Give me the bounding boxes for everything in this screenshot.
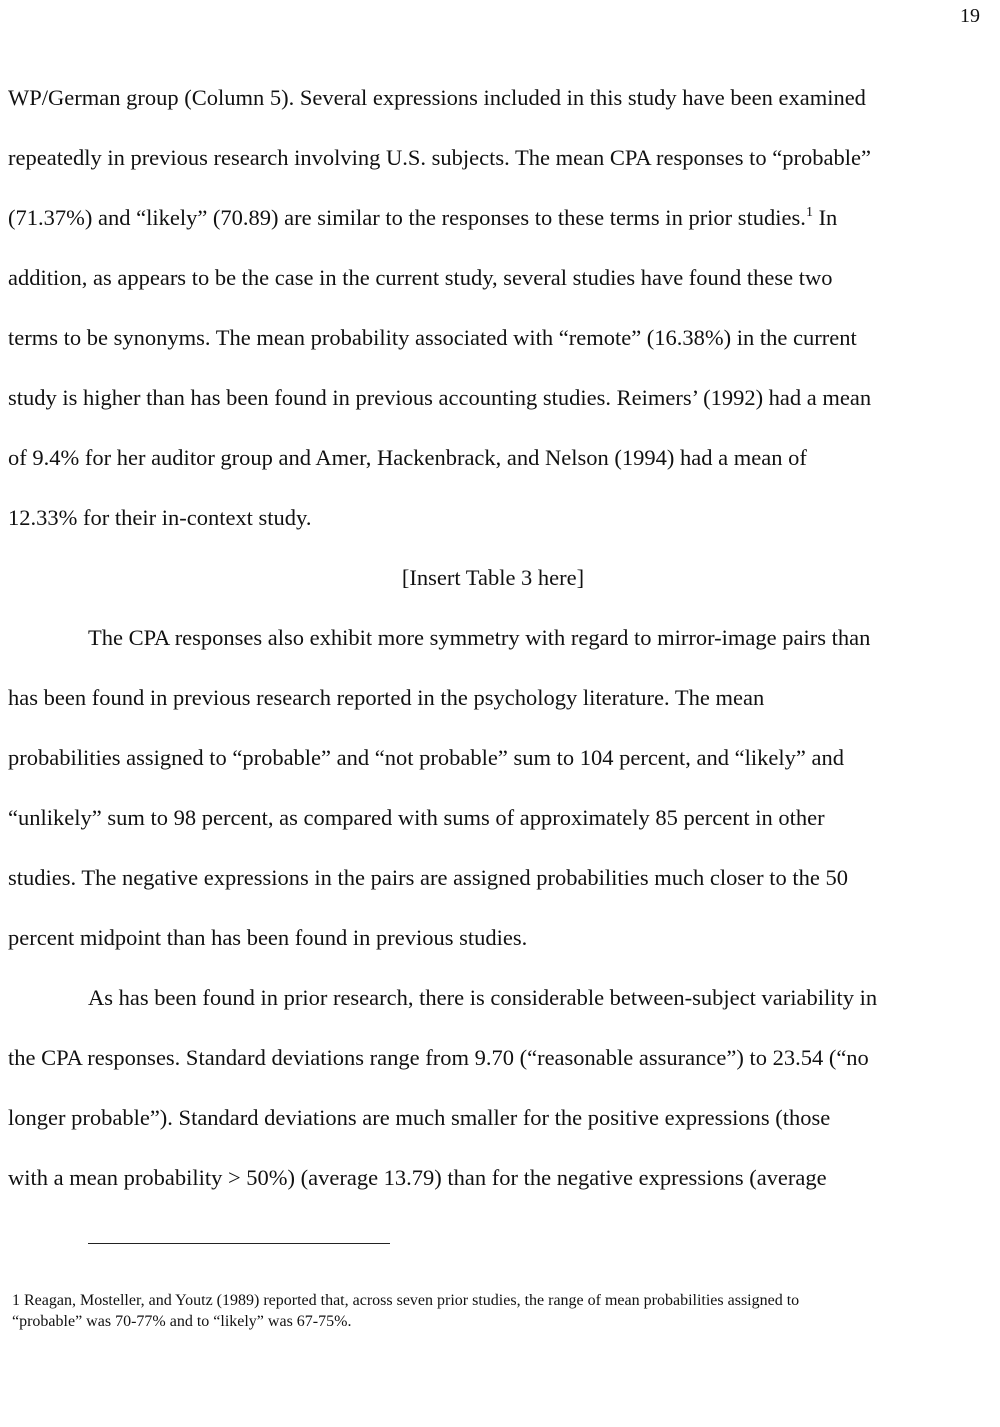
text-line: studies. The negative expressions in the pairs are assigned probabilities much closer to the 50	[8, 865, 849, 890]
text-line: with a mean probability > 50%) (average 13.79) than for the negative expressions (average	[8, 1165, 827, 1190]
text-line: the CPA responses. Standard deviations range from 9.70 (“reasonable assurance”) to 23.54 (“no	[8, 1045, 869, 1070]
text-line: WP/German group (Column 5). Several expressions included in this study have been examined	[8, 85, 866, 110]
footnote-line: “probable” was 70-77% and to “likely” was 67-75%.	[12, 1313, 352, 1330]
text-line	[8, 188, 978, 248]
text-line: of 9.4% for her auditor group and Amer, Hackenbrack, and Nelson (1994) had a mean of	[8, 445, 807, 470]
paragraph-start: The CPA responses also exhibit more symmetry with regard to mirror-image pairs than	[88, 625, 871, 650]
footnote-reference[interactable]: 1	[805, 205, 813, 220]
footnote-divider	[88, 1243, 390, 1244]
paragraph-start: As has been found in prior research, there is considerable between-subject variability in	[88, 985, 878, 1010]
text-line: percent midpoint than has been found in previous studies.	[8, 925, 528, 950]
text-line: probabilities assigned to “probable” and “not probable” sum to 104 percent, and “likely” and	[8, 745, 844, 770]
text-line: 12.33% for their in-context study.	[8, 505, 312, 530]
text-line-tail: In	[812, 205, 838, 230]
text-line: terms to be synonyms. The mean probability associated with “remote” (16.38%) in the current	[8, 325, 857, 350]
page-number: 19	[960, 5, 980, 27]
text-line-main: (71.37%) and “likely” (70.89) are similar to the responses to these terms in prior studies.	[8, 205, 806, 230]
footnote-line: 1 Reagan, Mosteller, and Youtz (1989) reported that, across seven prior studies, the range of mean probabilities assigned to	[12, 1292, 800, 1309]
text-line: has been found in previous research reported in the psychology literature. The mean	[8, 685, 765, 710]
body-text	[8, 68, 978, 1208]
text-line: repeatedly in previous research involving U.S. subjects. The mean CPA responses to “probable”	[8, 145, 871, 170]
text-line: longer probable”). Standard deviations are much smaller for the positive expressions (those	[8, 1105, 831, 1130]
text-line: “unlikely” sum to 98 percent, as compared with sums of approximately 85 percent in other	[8, 805, 825, 830]
text-line: study is higher than has been found in previous accounting studies. Reimers’ (1992) had a mean	[8, 385, 872, 410]
footnote	[12, 1290, 972, 1332]
text-line: addition, as appears to be the case in the current study, several studies have found these two	[8, 265, 833, 290]
table-insert-note: [Insert Table 3 here]	[401, 565, 585, 590]
